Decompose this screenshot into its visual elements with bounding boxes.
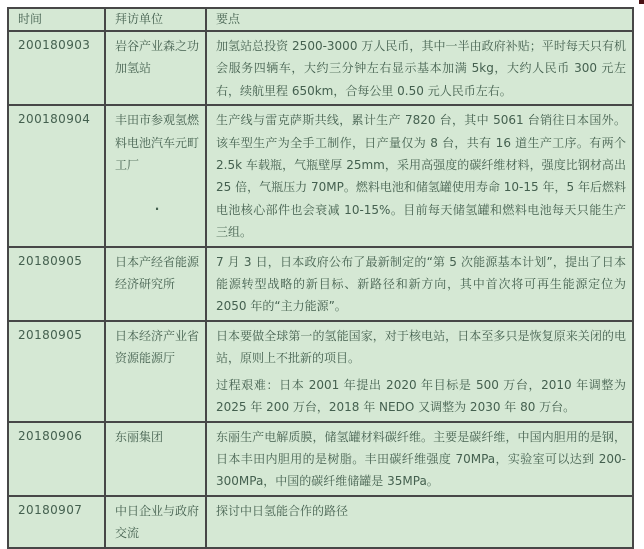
row-date: 200180903 [8,31,105,105]
row-points [206,105,633,246]
points-paragraph: 探讨中日氢能合作的路径 [216,503,349,518]
points-paragraph: 生产线与雷克萨斯共线，累计生产 7820 台，其中 5061 台销往日本国外。该车型生产为全手工制作，日产量仅为 8 台，共有 16 道生产工序。有两个 2.5k 车载瓶，气瓶壁厚 25mm，采用高强度的碳纤维材料，强度比钢材高出 25 倍，气瓶压力 70MP。燃料电池和储氢罐使用寿命 10-15 年，5 年后燃料电池核心部件也会衰减 10-15%。目前每天储氢罐和燃料电池每天只能生产三组。 [216,113,626,240]
row-points [206,247,633,321]
row-points [206,496,633,548]
row-unit: 中日企业与政府交流 [105,496,206,548]
visit-notes-table-wrap [7,7,634,549]
points-paragraph: 7 月 3 日，日本政府公布了最新制定的“第 5 次能源基本计划”，提出了日本能源转型战略的新目标、新路径和新方向，其中首次将可再生能源定位为 2050 年的“主力能源”。 [216,254,626,314]
header-cell-time: 时间 [8,8,105,31]
row-date: 20180907 [8,496,105,548]
row-points [206,31,633,105]
row-points [206,422,633,496]
table-row [8,321,633,422]
unit-label: 丰田市参观氢燃料电池汽车元町工厂 [115,113,200,173]
table-row [8,422,633,496]
row-unit [105,105,206,246]
row-date: 200180904 [8,105,105,246]
table-row [8,496,633,548]
points-paragraph: 加氢站总投资 2500-3000 万人民币，其中一半由政府补贴；平时每天只有机会服务四辆车，大约三分钟左右显示基本加满 5kg，大约人民币 300 元左右，续航里程 650km，合每公里 0.50 元人民币左右。 [216,39,626,98]
table-row [8,247,633,321]
points-paragraph: 过程艰难：日本 2001 年提出 2020 年目标是 500 万台，2010 年调整为 2025 年 200 万台，2018 年 NEDO 又调整为 2030 年 80 万台。 [216,377,626,415]
row-unit: 日本产经省能源经济研究所 [105,247,206,321]
row-date: 20180905 [8,247,105,321]
points-paragraph: 东丽生产电解质膜，储氢罐材料碳纤维。主要是碳纤维，中国内胆用的是钢，日本丰田内胆用的是树脂。丰田碳纤维强度 70MPa，实验室可以达到 200-300MPa，中国的碳纤维储罐是 35MPa。 [216,429,626,489]
header-row [8,8,633,31]
row-date: 20180906 [8,422,105,496]
row-unit: 东丽集团 [105,422,206,496]
unit-stray-dot: . [154,199,160,214]
table-row [8,105,633,246]
header-cell-points: 要点 [206,8,633,31]
row-unit: 日本经济产业省资源能源厅 [105,321,206,422]
row-points [206,321,633,422]
row-unit: 岩谷产业森之功加氢站 [105,31,206,105]
points-paragraph: 日本要做全球第一的氢能国家，对于核电站，日本至多只是恢复原来关闭的电站，原则上不批新的项目。 [216,328,626,366]
header-cell-unit: 拜访单位 [105,8,206,31]
visit-notes-table [7,7,634,549]
corner-artifact [639,0,644,4]
row-date: 20180905 [8,321,105,422]
table-row [8,31,633,105]
